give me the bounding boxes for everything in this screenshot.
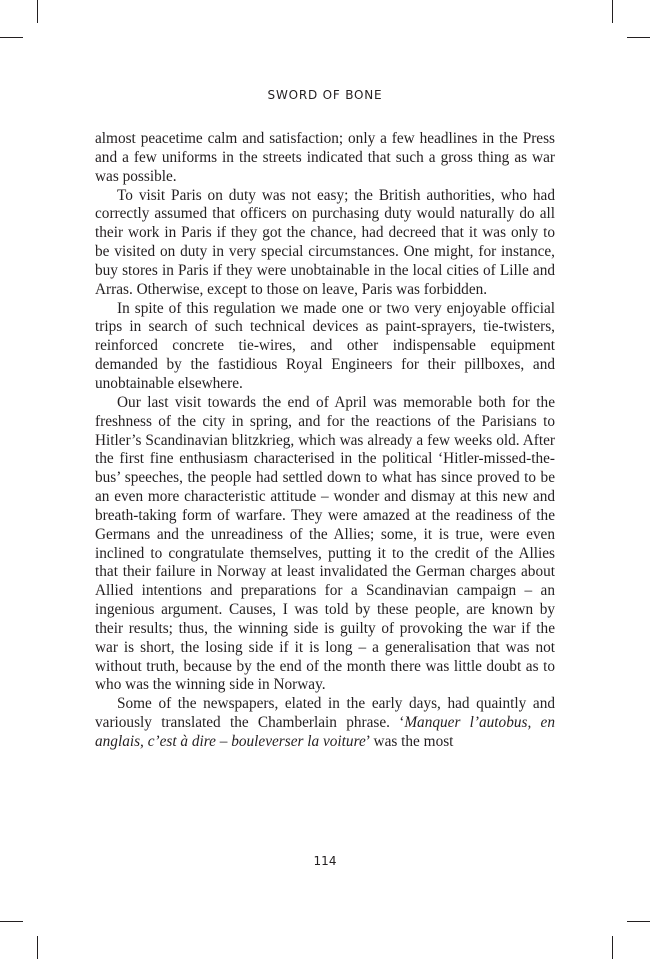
crop-mark-bottom-left-vertical — [37, 936, 38, 959]
crop-mark-bottom-right-vertical — [612, 936, 613, 959]
body-text — [95, 130, 555, 752]
paragraph-5-end: ’ was the most — [365, 733, 454, 750]
paragraph-5 — [95, 695, 555, 752]
crop-mark-top-right-horizontal — [627, 37, 650, 38]
french-quotation: Manquer l’autobus, en anglais, c’est à dire – bouleverser la voiture — [95, 714, 555, 750]
crop-mark-bottom-right-horizontal — [627, 921, 650, 922]
page-number: 114 — [313, 854, 337, 868]
paragraph-3: In spite of this regulation we made one or two very enjoyable official trips in search of such technical devices as paint-sprayers, tie-twisters, reinforced concrete tie-wires, and other indispensable equipment demanded by the fastidious Royal Engineers for their pillboxes, and unobtainable elsewhere. — [95, 299, 555, 392]
paragraph-5-start: Some of the newspapers, elated in the early days, had quaintly and variously translated the Chamberlain phrase. ‘ — [95, 695, 555, 732]
crop-mark-top-left-horizontal — [0, 37, 23, 38]
paragraph-2: To visit Paris on duty was not easy; the British authorities, who had correctly assumed that officers on purchasing duty would naturally do all their work in Paris if they got the chance, had decreed that it was only to be visited on duty in very special circumstances. One might, for instance, buy stores in Paris if they were unobtainable in the local cities of Lille and Arras. Otherwise, except to those on leave, Paris was forbidden. — [95, 186, 555, 298]
paragraph-1: almost peacetime calm and satisfaction; only a few headlines in the Press and a few uniforms in the streets indicated that such a gross thing as war was possible. — [95, 130, 555, 185]
running-head: SWORD OF BONE — [267, 88, 383, 102]
crop-mark-top-left-vertical — [37, 0, 38, 23]
paragraph-4: Our last visit towards the end of April was memorable both for the freshness of the city in spring, and for the reactions of the Parisians to Hitler’s Scandinavian blitzkrieg, which was already a few weeks old. After the first fine enthusiasm characterised in the political ‘Hitler-missed-the-bus’ speeches, the people had settled down to what has since proved to be an even more characteristic attitude – wonder and dismay at this new and breath-taking form of warfare. They were amazed at the readiness of the Germans and the unreadiness of the Allies; some, it is true, were even inclined to congratulate themselves, putting it to the credit of the Allies that their failure in Norway at least invalidated the German charges about Allied intentions and preparations for a Scandinavian campaign – an ingenious argument. Causes, I was told by these people, are known by their results; thus, the winning side is guilty of provoking the war if the war is short, the losing side if it is long – a generalisation that was not without truth, because by the end of the month there was little doubt as to who was the winning side in Norway. — [95, 393, 555, 694]
crop-mark-top-right-vertical — [612, 0, 613, 23]
crop-mark-bottom-left-horizontal — [0, 921, 23, 922]
